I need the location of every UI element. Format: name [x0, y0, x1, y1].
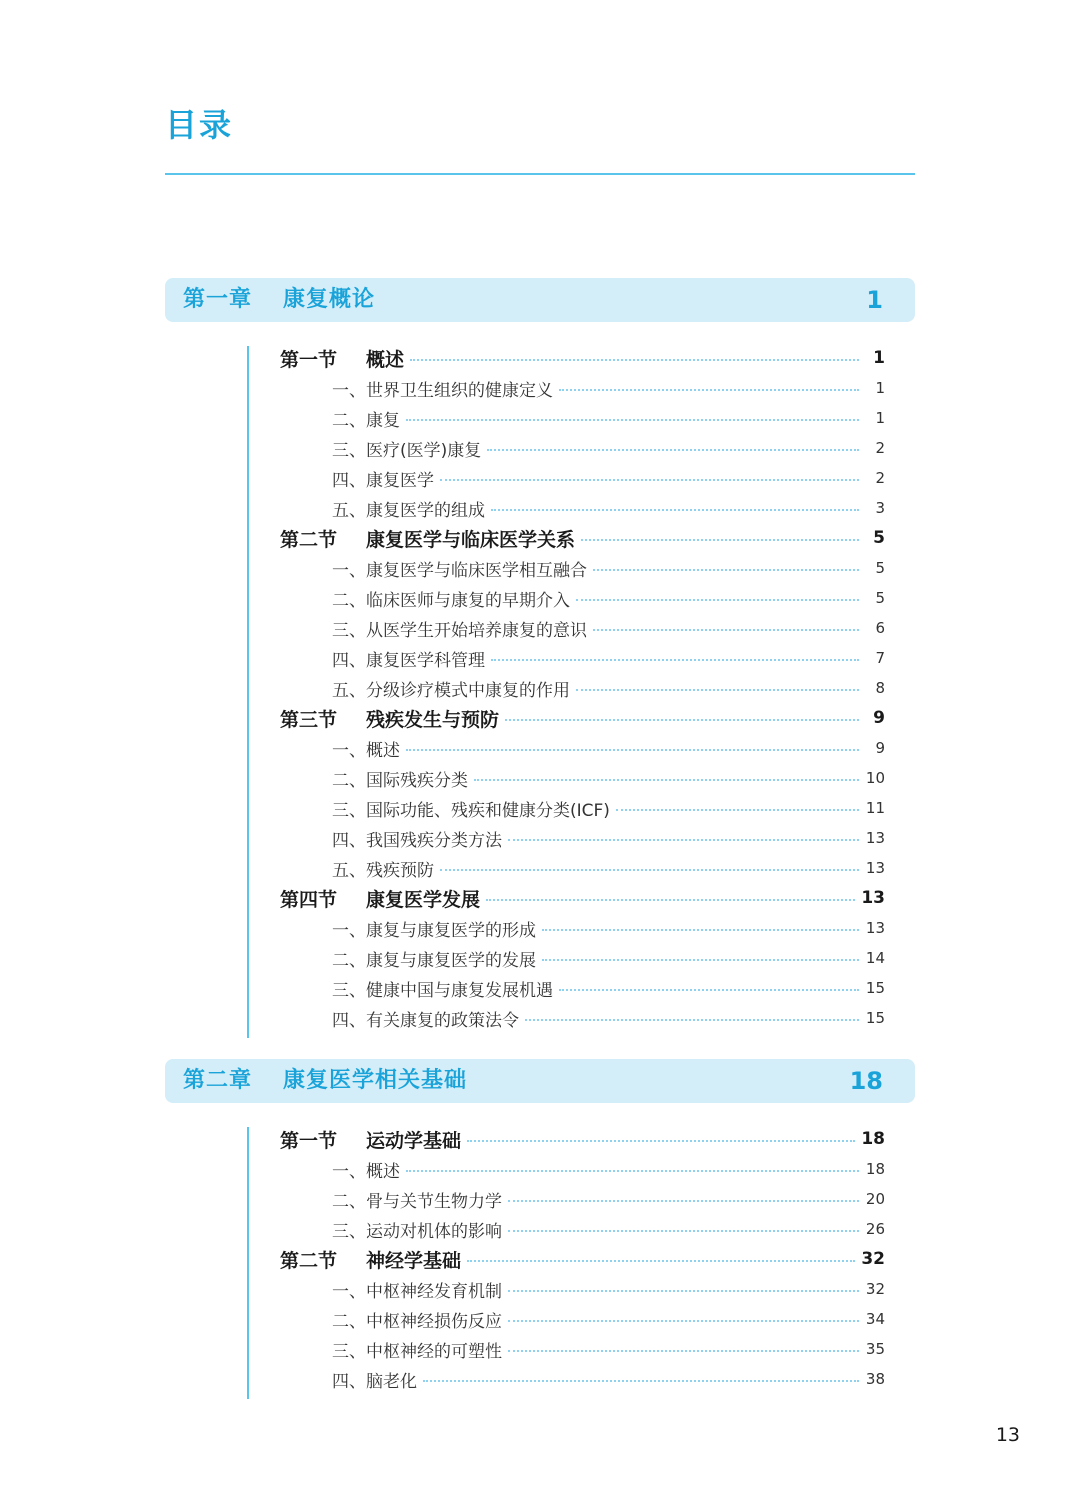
entry-number: 四、 [332, 1010, 366, 1031]
toc-item-entry[interactable] [280, 1364, 885, 1394]
entry-title: 康复医学的组成 [366, 500, 485, 521]
entry-page: 13 [861, 888, 885, 908]
toc-item-entry[interactable] [280, 973, 885, 1003]
entry-page: 9 [873, 708, 885, 728]
toc-item-entry[interactable] [280, 643, 885, 673]
entry-title: 国际残疾分类 [366, 770, 468, 791]
entry-title: 有关康复的政策法令 [366, 1010, 519, 1031]
entry-number: 五、 [332, 680, 366, 701]
toc-item-entry[interactable] [280, 673, 885, 703]
entry-title: 脑老化 [366, 1371, 417, 1392]
entry-number: 第二节 [280, 528, 338, 551]
entry-title: 中枢神经损伤反应 [366, 1311, 502, 1332]
entry-number: 一、 [332, 1161, 366, 1182]
entry-page: 2 [875, 439, 885, 457]
entry-number: 二、 [332, 1191, 366, 1212]
toc-section-entry[interactable] [280, 883, 885, 913]
entry-number: 一、 [332, 1281, 366, 1302]
toc-item-entry[interactable] [280, 403, 885, 433]
dot-leader [406, 1170, 859, 1172]
entry-number: 第一节 [280, 348, 338, 371]
dot-leader [542, 929, 859, 931]
entry-title: 残疾预防 [366, 860, 434, 881]
toc-item-entry[interactable] [280, 823, 885, 853]
toc-item-entry[interactable] [280, 1274, 885, 1304]
entry-number: 三、 [332, 800, 366, 821]
toc-item-entry[interactable] [280, 493, 885, 523]
chapter-side-rule [247, 1127, 249, 1399]
entry-number: 三、 [332, 1221, 366, 1242]
dot-leader [542, 959, 859, 961]
entry-number: 一、 [332, 380, 366, 401]
dot-leader [525, 1019, 859, 1021]
entry-page: 13 [865, 859, 885, 877]
entry-title: 康复医学科管理 [366, 650, 485, 671]
entry-title: 康复与康复医学的发展 [366, 950, 536, 971]
entry-page: 7 [875, 649, 885, 667]
entry-page: 6 [875, 619, 885, 637]
entry-title: 从医学生开始培养康复的意识 [366, 620, 587, 641]
entry-title: 概述 [366, 1161, 400, 1182]
dot-leader [440, 479, 859, 481]
entry-page: 1 [875, 379, 885, 397]
toc-item-entry[interactable] [280, 1214, 885, 1244]
toc-item-entry[interactable] [280, 1334, 885, 1364]
entry-page: 8 [875, 679, 885, 697]
entry-title: 康复医学 [366, 470, 434, 491]
dot-leader [593, 629, 859, 631]
entry-number: 三、 [332, 980, 366, 1001]
toc-section-entry[interactable] [280, 703, 885, 733]
entry-title: 世界卫生组织的健康定义 [366, 380, 553, 401]
dot-leader [406, 419, 859, 421]
entry-number: 四、 [332, 1371, 366, 1392]
entry-page: 15 [865, 979, 885, 997]
toc-item-entry[interactable] [280, 943, 885, 973]
entry-page: 5 [875, 559, 885, 577]
entry-number: 二、 [332, 1311, 366, 1332]
entry-page: 35 [865, 1340, 885, 1358]
toc-item-entry[interactable] [280, 853, 885, 883]
dot-leader [616, 809, 859, 811]
entry-page: 26 [865, 1220, 885, 1238]
entry-page: 34 [865, 1310, 885, 1328]
dot-leader [508, 1350, 859, 1352]
entry-title: 分级诊疗模式中康复的作用 [366, 680, 570, 701]
entry-page: 38 [865, 1370, 885, 1388]
entry-title: 康复 [366, 410, 400, 431]
entry-page: 10 [865, 769, 885, 787]
dot-leader [487, 449, 859, 451]
toc-item-entry[interactable] [280, 583, 885, 613]
chapter-heading [165, 278, 915, 322]
toc-item-entry[interactable] [280, 1003, 885, 1033]
entry-title: 残疾发生与预防 [366, 708, 500, 731]
entry-number: 一、 [332, 560, 366, 581]
dot-leader [410, 359, 859, 361]
entry-number: 三、 [332, 1341, 366, 1362]
entry-number: 三、 [332, 620, 366, 641]
entry-title: 医疗(医学)康复 [366, 440, 482, 461]
dot-leader [474, 779, 859, 781]
dot-leader [440, 869, 859, 871]
entry-page: 2 [875, 469, 885, 487]
dot-leader [508, 1230, 859, 1232]
entry-number: 二、 [332, 410, 366, 431]
toc-item-entry[interactable] [280, 793, 885, 823]
toc-section-entry[interactable] [280, 343, 885, 373]
entry-number: 四、 [332, 830, 366, 851]
dot-leader [467, 1140, 855, 1142]
toc-item-entry[interactable] [280, 373, 885, 403]
dot-leader [508, 839, 859, 841]
entry-number: 二、 [332, 950, 366, 971]
toc-item-entry[interactable] [280, 913, 885, 943]
dot-leader [491, 509, 859, 511]
toc-item-entry[interactable] [280, 763, 885, 793]
dot-leader [491, 659, 859, 661]
entry-page: 32 [865, 1280, 885, 1298]
entry-page: 11 [865, 799, 885, 817]
dot-leader [593, 569, 859, 571]
dot-leader [406, 749, 859, 751]
toc-item-entry[interactable] [280, 553, 885, 583]
chapter-heading [165, 1059, 915, 1103]
entry-page: 3 [875, 499, 885, 517]
entry-page: 18 [861, 1129, 885, 1149]
entry-title: 概述 [366, 348, 405, 371]
entry-page: 13 [865, 829, 885, 847]
toc-section-entry[interactable] [280, 1244, 885, 1274]
entry-page: 14 [865, 949, 885, 967]
chapter-title: 康复医学相关基础 [283, 1068, 468, 1093]
entry-title: 神经学基础 [366, 1249, 462, 1272]
entry-number: 第一节 [280, 1129, 338, 1152]
entry-page: 20 [865, 1190, 885, 1208]
dot-leader [559, 389, 859, 391]
entry-number: 第三节 [280, 708, 338, 731]
entry-title: 健康中国与康复发展机遇 [366, 980, 553, 1001]
dot-leader [581, 539, 859, 541]
entry-number: 二、 [332, 770, 366, 791]
entry-title: 我国残疾分类方法 [366, 830, 502, 851]
entry-title: 运动对机体的影响 [366, 1221, 502, 1242]
chapter-page: 1 [866, 286, 883, 314]
entry-title: 国际功能、残疾和健康分类(ICF) [366, 800, 610, 821]
toc-item-entry[interactable] [280, 463, 885, 493]
entry-title: 康复与康复医学的形成 [366, 920, 536, 941]
dot-leader [467, 1260, 855, 1262]
entry-page: 5 [875, 589, 885, 607]
toc-item-entry[interactable] [280, 433, 885, 463]
entry-number: 第二节 [280, 1249, 338, 1272]
dot-leader [559, 989, 859, 991]
entry-title: 骨与关节生物力学 [366, 1191, 502, 1212]
chapter-number: 第一章 [183, 287, 253, 312]
toc-item-entry[interactable] [280, 1304, 885, 1334]
toc-section-entry[interactable] [280, 523, 885, 553]
entry-number: 四、 [332, 650, 366, 671]
dot-leader [423, 1380, 859, 1382]
entry-page: 9 [875, 739, 885, 757]
dot-leader [508, 1320, 859, 1322]
entry-number: 二、 [332, 590, 366, 611]
entry-number: 五、 [332, 860, 366, 881]
entry-title: 临床医师与康复的早期介入 [366, 590, 570, 611]
entry-page: 1 [873, 348, 885, 368]
entry-title: 概述 [366, 740, 400, 761]
entry-number: 一、 [332, 740, 366, 761]
dot-leader [508, 1290, 859, 1292]
toc-item-entry[interactable] [280, 1154, 885, 1184]
entry-page: 13 [865, 919, 885, 937]
entry-page: 5 [873, 528, 885, 548]
chapter-number: 第二章 [183, 1068, 253, 1093]
title-divider [165, 173, 915, 175]
dot-leader [576, 689, 859, 691]
entry-page: 15 [865, 1009, 885, 1027]
entry-title: 中枢神经发育机制 [366, 1281, 502, 1302]
toc-item-entry[interactable] [280, 1184, 885, 1214]
entry-title: 运动学基础 [366, 1129, 462, 1152]
entry-title: 中枢神经的可塑性 [366, 1341, 502, 1362]
toc-section-entry[interactable] [280, 1124, 885, 1154]
entry-number: 第四节 [280, 888, 338, 911]
entry-title: 康复医学与临床医学关系 [366, 528, 576, 551]
entry-number: 三、 [332, 440, 366, 461]
dot-leader [508, 1200, 859, 1202]
chapter-side-rule [247, 346, 249, 1038]
page-title: 目录 [165, 106, 234, 144]
entry-title: 康复医学与临床医学相互融合 [366, 560, 587, 581]
entry-number: 一、 [332, 920, 366, 941]
toc-item-entry[interactable] [280, 613, 885, 643]
toc-item-entry[interactable] [280, 733, 885, 763]
entry-page: 18 [865, 1160, 885, 1178]
entry-page: 1 [875, 409, 885, 427]
chapter-page: 18 [849, 1067, 883, 1095]
chapter-title: 康复概论 [283, 287, 376, 312]
entry-title: 康复医学发展 [366, 888, 481, 911]
dot-leader [486, 899, 855, 901]
entry-number: 四、 [332, 470, 366, 491]
entry-number: 五、 [332, 500, 366, 521]
page-number: 13 [995, 1424, 1020, 1446]
dot-leader [576, 599, 859, 601]
dot-leader [505, 719, 859, 721]
entry-page: 32 [861, 1249, 885, 1269]
